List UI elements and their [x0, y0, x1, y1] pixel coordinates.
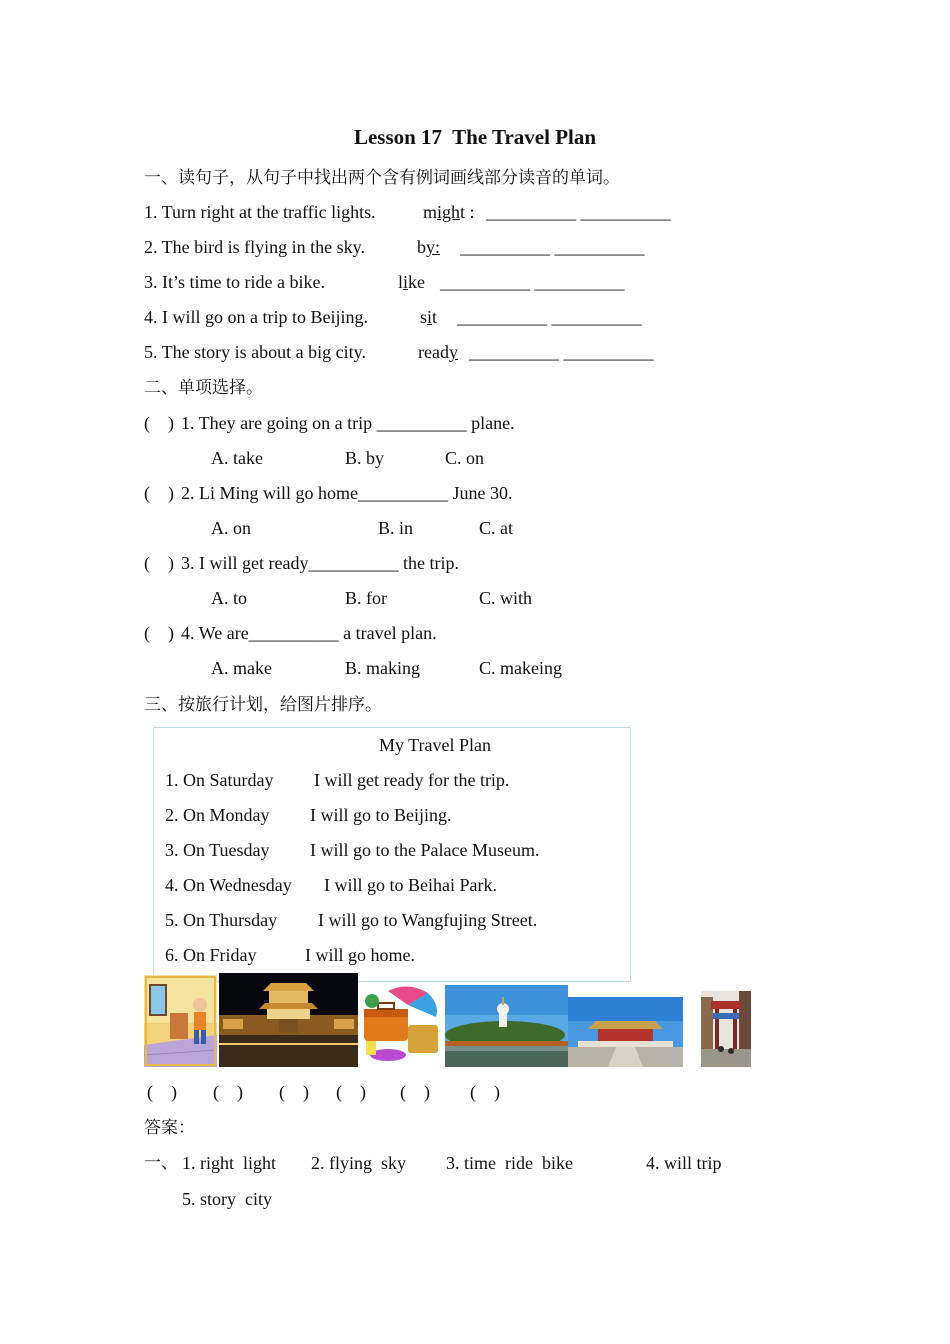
q1-text: 1. They are going on a trip __________ plane. — [181, 413, 515, 433]
q3-option-a: A. to — [211, 588, 247, 608]
plan-day-3: 3. On Tuesday — [165, 840, 270, 860]
s1-sentence-4: 4. I will go on a trip to Beijing. — [144, 307, 368, 327]
picture-beihai-park — [445, 985, 568, 1067]
s1-blanks-1[interactable]: __________ __________ — [486, 202, 671, 222]
picture-packing-room — [144, 975, 217, 1067]
q1-option-a: A. take — [211, 448, 263, 468]
q4-text: 4. We are__________ a travel plan. — [181, 623, 437, 643]
q2-option-a: A. on — [211, 518, 251, 538]
answers-heading: 答案： — [144, 1118, 195, 1138]
s1-example-word-1: might : — [423, 202, 475, 222]
plan-activity-1: I will get ready for the trip. — [314, 770, 510, 790]
order-paren-4[interactable]: ( ) — [336, 1082, 366, 1102]
plan-day-2: 2. On Monday — [165, 805, 270, 825]
answer-5: 5. story city — [182, 1189, 272, 1209]
section2-heading: 二、单项选择。 — [144, 378, 263, 398]
s1-blanks-3[interactable]: __________ __________ — [440, 272, 625, 292]
answer-3: 3. time ride bike — [446, 1153, 573, 1173]
plan-day-6: 6. On Friday — [165, 945, 257, 965]
plan-activity-4: I will go to Beihai Park. — [324, 875, 497, 895]
q4-answer-paren[interactable]: ( ) — [144, 623, 174, 643]
q2-text: 2. Li Ming will go home__________ June 30. — [181, 483, 513, 503]
q4-option-c: C. makeing — [479, 658, 562, 678]
q4-option-b: B. making — [345, 658, 420, 678]
q4-option-a: A. make — [211, 658, 272, 678]
answers-section1-prefix: 一、 — [144, 1153, 178, 1173]
s1-sentence-1: 1. Turn right at the traffic lights. — [144, 202, 376, 222]
picture-luggage-items — [358, 985, 444, 1067]
picture-beijing-station-night — [219, 973, 358, 1067]
plan-day-1: 1. On Saturday — [165, 770, 274, 790]
q3-option-b: B. for — [345, 588, 387, 608]
order-paren-5[interactable]: ( ) — [400, 1082, 430, 1102]
plan-activity-6: I will go home. — [305, 945, 415, 965]
s1-sentence-2: 2. The bird is flying in the sky. — [144, 237, 365, 257]
plan-day-4: 4. On Wednesday — [165, 875, 292, 895]
q1-answer-paren[interactable]: ( ) — [144, 413, 174, 433]
q3-text: 3. I will get ready__________ the trip. — [181, 553, 459, 573]
q2-option-b: B. in — [378, 518, 414, 538]
s1-example-word-4: sit — [420, 307, 438, 327]
picture-palace-museum — [568, 997, 683, 1067]
s1-blanks-2[interactable]: __________ __________ — [460, 237, 645, 257]
section1-heading: 一、读句子，从句子中找出两个含有例词画线部分读音的单词。 — [144, 168, 620, 188]
page-title: Lesson 17 The Travel Plan — [353, 125, 597, 149]
order-paren-2[interactable]: ( ) — [213, 1082, 243, 1102]
order-paren-6[interactable]: ( ) — [470, 1082, 500, 1102]
s1-sentence-5: 5. The story is about a big city. — [144, 342, 366, 362]
order-paren-1[interactable]: ( ) — [147, 1082, 177, 1102]
q3-option-c: C. with — [479, 588, 533, 608]
order-paren-3[interactable]: ( ) — [279, 1082, 309, 1102]
s1-example-word-3: like — [398, 272, 426, 292]
answer-2: 2. flying sky — [311, 1153, 407, 1173]
q2-answer-paren[interactable]: ( ) — [144, 483, 174, 503]
q2-option-c: C. at — [479, 518, 513, 538]
plan-day-5: 5. On Thursday — [165, 910, 278, 930]
q1-option-b: B. by — [345, 448, 385, 468]
q1-option-c: C. on — [445, 448, 485, 468]
section3-heading: 三、按旅行计划，给图片排序。 — [144, 695, 382, 715]
s1-blanks-5[interactable]: __________ __________ — [469, 342, 654, 362]
answer-4: 4. will trip — [646, 1153, 722, 1173]
answer-1: 1. right light — [182, 1153, 276, 1173]
plan-activity-2: I will go to Beijing. — [310, 805, 452, 825]
s1-blanks-4[interactable]: __________ __________ — [457, 307, 642, 327]
s1-example-word-5: ready — [418, 342, 458, 362]
plan-activity-5: I will go to Wangfujing Street. — [318, 910, 538, 930]
plan-activity-3: I will go to the Palace Museum. — [310, 840, 540, 860]
q3-answer-paren[interactable]: ( ) — [144, 553, 174, 573]
s1-sentence-3: 3. It’s time to ride a bike. — [144, 272, 325, 292]
picture-wangfujing-street — [701, 991, 751, 1067]
s1-example-word-2: by: — [417, 237, 441, 257]
travel-plan-title: My Travel Plan — [378, 735, 492, 755]
